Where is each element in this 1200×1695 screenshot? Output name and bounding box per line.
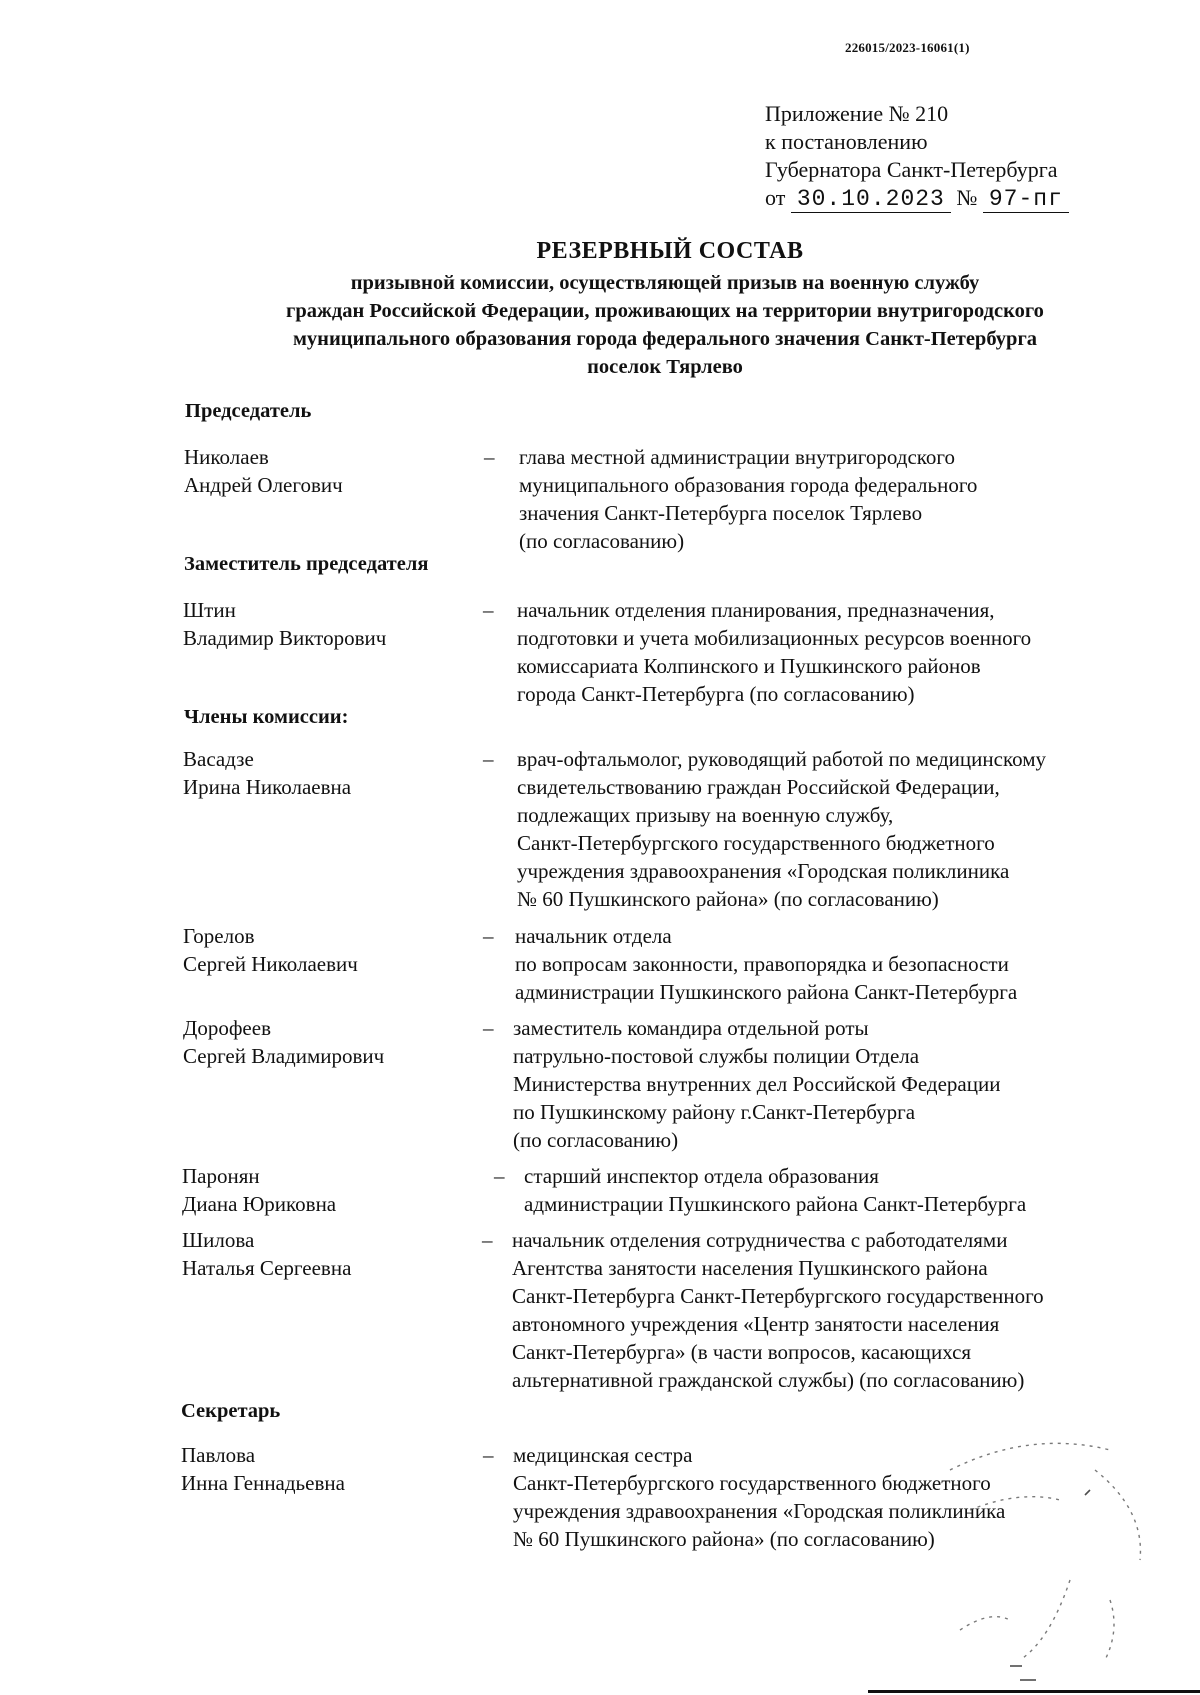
section-chair: Председатель bbox=[185, 400, 312, 422]
position-line: администрации Пушкинского района Санкт-Петербурга bbox=[524, 1192, 1027, 1216]
position-line: начальник отделения сотрудничества с работодателями bbox=[512, 1228, 1008, 1252]
position-line: Санкт-Петербурга Санкт-Петербургского государственного bbox=[512, 1284, 1044, 1308]
dash: – bbox=[482, 1228, 493, 1252]
position-line: патрульно-постовой службы полиции Отдела bbox=[513, 1044, 920, 1068]
position-line: по Пушкинскому району г.Санкт-Петербурга bbox=[513, 1100, 916, 1124]
section-deputy: Заместитель председателя bbox=[184, 553, 429, 575]
appendix-date-line bbox=[765, 184, 1069, 213]
appendix-line-2: к постановлению bbox=[765, 129, 928, 154]
given-names: Ирина Николаевна bbox=[183, 775, 352, 799]
given-names: Инна Геннадьевна bbox=[181, 1471, 345, 1495]
given-names: Сергей Владимирович bbox=[183, 1044, 385, 1068]
position-line: старший инспектор отдела образования bbox=[524, 1164, 879, 1188]
position-line: муниципального образования города федерального bbox=[519, 473, 978, 497]
position-line: учреждения здравоохранения «Городская поликлиника bbox=[517, 859, 1010, 883]
from-prefix: от bbox=[765, 185, 786, 210]
member-name bbox=[184, 443, 474, 499]
position-line: автономного учреждения «Центр занятости населения bbox=[512, 1312, 1000, 1336]
member-position bbox=[512, 1226, 1200, 1394]
dash: – bbox=[494, 1164, 505, 1188]
decree-number: 97-пг bbox=[983, 186, 1069, 213]
member-position bbox=[524, 1162, 1200, 1218]
position-line: учреждения здравоохранения «Городская поликлиника bbox=[513, 1499, 1006, 1523]
position-line: администрации Пушкинского района Санкт-Петербурга bbox=[515, 980, 1018, 1004]
position-line: свидетельствованию граждан Российской Федерации, bbox=[517, 775, 1000, 799]
dash: – bbox=[483, 1016, 494, 1040]
surname: Николаев bbox=[184, 445, 269, 469]
dash: – bbox=[483, 747, 494, 771]
subtitle-line-3: муниципального образования города федерального значения Санкт-Петербурга bbox=[292, 328, 1038, 350]
surname: Паронян bbox=[182, 1164, 260, 1188]
surname: Штин bbox=[183, 598, 236, 622]
subtitle-line-2: граждан Российской Федерации, проживающих на территории внутригородского bbox=[286, 300, 1044, 322]
stamp-seal bbox=[910, 1430, 1170, 1690]
member-name bbox=[182, 1162, 472, 1218]
position-line: Санкт-Петербурга» (в части вопросов, касающихся bbox=[512, 1340, 972, 1364]
given-names: Сергей Николаевич bbox=[183, 952, 358, 976]
position-line: комиссариата Колпинского и Пушкинского районов bbox=[517, 654, 981, 678]
decree-date: 30.10.2023 bbox=[791, 186, 951, 213]
position-line: подготовки и учета мобилизационных ресурсов военного bbox=[517, 626, 1032, 650]
subtitle-line-4: поселок Тярлево bbox=[587, 356, 743, 378]
position-line: (по согласованию) bbox=[513, 1128, 679, 1152]
position-line: города Санкт-Петербурга (по согласованию) bbox=[517, 682, 915, 706]
given-names: Владимир Викторович bbox=[183, 626, 387, 650]
position-line: по вопросам законности, правопорядка и безопасности bbox=[515, 952, 1009, 976]
surname: Горелов bbox=[183, 924, 255, 948]
section-members: Члены комиссии: bbox=[184, 706, 349, 728]
surname: Васадзе bbox=[183, 747, 254, 771]
member-position bbox=[519, 443, 1199, 555]
appendix-block bbox=[765, 100, 1069, 213]
surname: Дорофеев bbox=[183, 1016, 271, 1040]
member-name bbox=[182, 1226, 472, 1282]
given-names: Андрей Олегович bbox=[184, 473, 343, 497]
position-line: № 60 Пушкинского района» (по согласованию) bbox=[513, 1527, 935, 1551]
position-line: врач-офтальмолог, руководящий работой по медицинскому bbox=[517, 747, 1046, 771]
position-line: подлежащих призыву на военную службу, bbox=[517, 803, 894, 827]
given-names: Наталья Сергеевна bbox=[182, 1256, 352, 1280]
subtitle-line-1: призывной комиссии, осуществляющей призыв на военную службу bbox=[350, 272, 980, 294]
dash: – bbox=[483, 598, 494, 622]
section-secretary: Секретарь bbox=[181, 1400, 281, 1422]
member-position bbox=[517, 596, 1197, 708]
position-line: № 60 Пушкинского района» (по согласованию) bbox=[517, 887, 939, 911]
appendix-line-1: Приложение № 210 bbox=[765, 101, 949, 126]
bottom-edge-line bbox=[868, 1690, 1200, 1693]
position-line: альтернативной гражданской службы) (по согласованию) bbox=[512, 1368, 1025, 1392]
document-subtitle bbox=[180, 269, 1150, 381]
member-name bbox=[183, 596, 473, 652]
member-position bbox=[515, 922, 1195, 1006]
position-line: Агентства занятости населения Пушкинского района bbox=[512, 1256, 988, 1280]
position-line: медицинская сестра bbox=[513, 1443, 693, 1467]
position-line: Санкт-Петербургского государственного бюджетного bbox=[513, 1471, 991, 1495]
given-names: Диана Юриковна bbox=[182, 1192, 337, 1216]
dash: – bbox=[483, 1443, 494, 1467]
position-line: (по согласованию) bbox=[519, 529, 685, 553]
position-line: начальник отделения планирования, предназначения, bbox=[517, 598, 995, 622]
position-line: значения Санкт-Петербурга поселок Тярлево bbox=[519, 501, 923, 525]
member-name bbox=[181, 1441, 471, 1497]
position-line: глава местной администрации внутригородского bbox=[519, 445, 956, 469]
number-prefix: № bbox=[956, 185, 978, 210]
position-line: заместитель командира отдельной роты bbox=[513, 1016, 869, 1040]
member-position bbox=[517, 745, 1200, 913]
dash: – bbox=[483, 924, 494, 948]
position-line: начальник отдела bbox=[515, 924, 672, 948]
position-line: Министерства внутренних дел Российской Федерации bbox=[513, 1072, 1001, 1096]
dash: – bbox=[484, 445, 495, 469]
appendix-line-3: Губернатора Санкт-Петербурга bbox=[765, 157, 1058, 182]
member-position bbox=[513, 1014, 1193, 1154]
member-name bbox=[183, 745, 473, 801]
document-title: РЕЗЕРВНЫЙ СОСТАВ bbox=[536, 238, 804, 264]
member-name bbox=[183, 1014, 473, 1070]
surname: Шилова bbox=[182, 1228, 255, 1252]
position-line: Санкт-Петербургского государственного бюджетного bbox=[517, 831, 995, 855]
document-number: 226015/2023-16061(1) bbox=[845, 40, 970, 55]
surname: Павлова bbox=[181, 1443, 256, 1467]
member-name bbox=[183, 922, 473, 978]
